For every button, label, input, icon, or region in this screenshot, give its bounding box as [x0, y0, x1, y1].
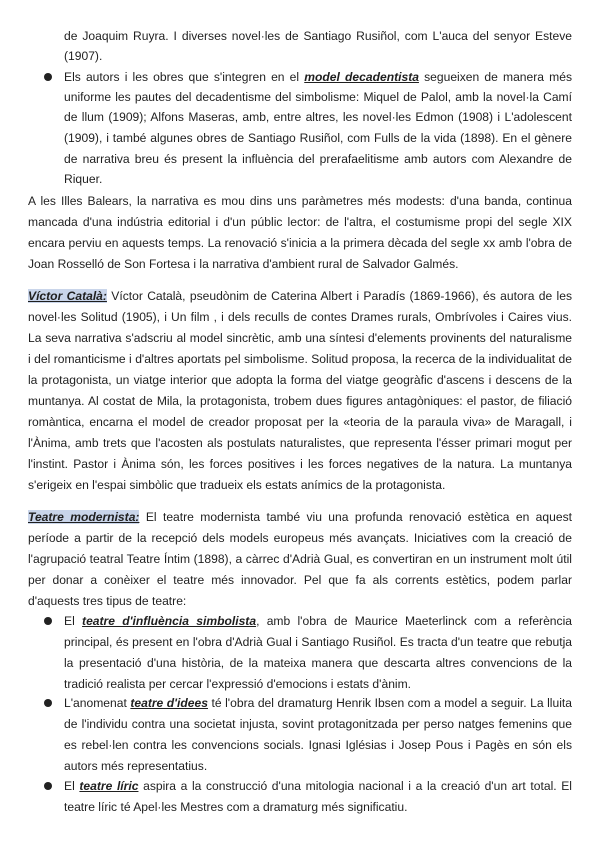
text-line: període a partir de la recepció dels models europeus més avançats. Iniciatives com la creació de	[28, 531, 572, 545]
term-teatre-idees: teatre d'idees	[130, 696, 208, 710]
term-teatre-liric: teatre líric	[79, 779, 139, 793]
text-line: tradició realista per cercar l'expressió d'emocions i estats d'ànim.	[64, 677, 412, 691]
text-fragment: , amb l'obra de Maurice Maeterlinck com a referència	[256, 614, 572, 628]
text-line: la protagonista, un viatge interior que adopta la forma del viatge geogràfic d'ascens i descens de la	[28, 373, 572, 387]
text-line: de llum (1909); Alfons Maseras, amb, entre altres, les novel·les Edmon (1908) i L'adolescent	[64, 110, 572, 124]
text-line: es rebel·len contra les convencions socials. Ignasi Iglésias i Josep Pous i Pagès en són els	[64, 738, 572, 752]
text-line: Joan Rosselló de Son Fortesa i la narrativa d'ambient rural de Salvador Galmés.	[28, 257, 459, 271]
text-line: per donar a conèixer el teatre més innovador. Pel que fa als corrents estètics, podem parlar	[28, 573, 572, 587]
text-line: de narrativa breu és present la influència del prerafaelitisme amb autors com Alexandre de	[64, 152, 572, 166]
term-teatre-simbolista: teatre d'influència simbolista	[82, 614, 257, 628]
bullet-dot	[44, 617, 52, 625]
text-line: La seva narrativa s'adscriu al model sincrètic, amb una síntesi d'elements provinents del naturalisme	[28, 331, 572, 345]
text-line: l'agrupació teatral Teatre Íntim (1898), a càrrec d'Adrià Gual, es convertiran en un instrument molt útil	[28, 552, 572, 566]
text-line: l'Ànima, amb trets que l'acosten als postulats naturalistes, que representa l'ésser primari mogut per	[28, 436, 572, 450]
text-line: mancada d'una indústria editorial i d'un públic lector: de l'altra, el costumisme propi del segle XIX	[28, 215, 572, 229]
bullet-simbolista-line	[64, 613, 572, 629]
text-fragment: té l'obra del dramaturg Henrik Ibsen com a model a seguir. La lluita	[211, 696, 572, 710]
text-line: de Joaquim Ruyra. I diverses novel·les de Santiago Rusiñol, com L'auca del senyor Esteve	[64, 29, 572, 43]
text-line: romàntica, encarna el model de creador proposat per la «teoria de la paraula viva» de Maragall, i	[28, 415, 572, 429]
text-line: A les Illes Balears, la narrativa es mou dins uns paràmetres més modests: d'una banda, continua	[28, 194, 572, 208]
text-line: muntanya. Al costat de Mila, la protagonista, trobem dues figures antagòniques: el pastor, de filiació	[28, 394, 572, 408]
text-fragment: Els autors i les obres que s'integren en el	[64, 70, 300, 84]
text-line: s'erigeix en l'espai simbòlic que tradueix els estats anímics de la protagonista.	[28, 478, 446, 492]
text-fragment: El	[64, 779, 75, 793]
text-fragment: El	[64, 614, 75, 628]
text-fragment: segueixen de manera més	[424, 70, 572, 84]
teatre-first-line	[28, 509, 572, 525]
bullet-liric-line	[64, 778, 572, 794]
text-line: encara perviu en aquests temps. La renovació s'inicia a la primera dècada del segle xx amb l'obra de	[28, 236, 572, 250]
bullet-dot	[44, 73, 52, 81]
section-heading-teatre-modernista: Teatre modernista:	[28, 510, 140, 524]
catala-first-line	[28, 288, 572, 304]
text-line: l'instint. Pastor i Ànima són, les forces positives i les forces negatives de la natura. La muntanya	[28, 457, 572, 471]
bullet-idees-line	[64, 695, 572, 711]
text-line: Riquer.	[64, 172, 103, 186]
bullet-dot	[44, 782, 52, 790]
text-line: novel·les Solitud (1905), i Un film , i dels reculls de contes Drames rurals, Ombrívoles i Caires vius.	[28, 310, 572, 324]
text-line: de l'individu contra una societat injusta, sovint protagonitzada per perso natges femenins que	[64, 717, 572, 731]
bullet-decadentista-line	[64, 69, 572, 85]
text-line: d'aquests tres tipus de teatre:	[28, 594, 187, 608]
term-model-decadentista: model decadentista	[304, 70, 419, 84]
section-heading-victor-catala: Víctor Català:	[28, 289, 107, 303]
text-line: la presentació d'una història, de la mateixa manera que descarta altres convencions de la	[64, 656, 572, 670]
text-line: principal, és present en l'obra d'Adrià Gual i Santiago Rusiñol. Es tracta d'un teatre que rebutja	[64, 635, 572, 649]
text-line: uniforme les pautes del decadentisme del simbolisme: Miquel de Palol, amb la novel·la Camí	[64, 90, 572, 104]
text-line: (1909), i també algunes obres de Santiago Rusiñol, com Fulls de la vida (1898). En el gènere	[64, 131, 572, 145]
bullet-dot	[44, 699, 52, 707]
text-fragment: El teatre modernista també viu una profunda renovació estètica en aquest	[145, 510, 572, 524]
text-line: teatre líric té Apel·les Mestres com a dramaturg més significatiu.	[64, 800, 408, 814]
text-fragment: Víctor Català, pseudònim de Caterina Albert i Paradís (1869-1966), és autora de les	[111, 289, 572, 303]
text-fragment: aspira a la construcció d'una mitologia nacional i a la creació d'un art total. El	[143, 779, 572, 793]
text-line: autors més representatius.	[64, 759, 208, 773]
text-fragment: L'anomenat	[64, 696, 127, 710]
text-line: (1907).	[64, 49, 103, 63]
text-line: i del romanticisme i d'altres aportats pel simbolisme. Solitud proposa, la recerca de la individualitat de	[28, 352, 572, 366]
